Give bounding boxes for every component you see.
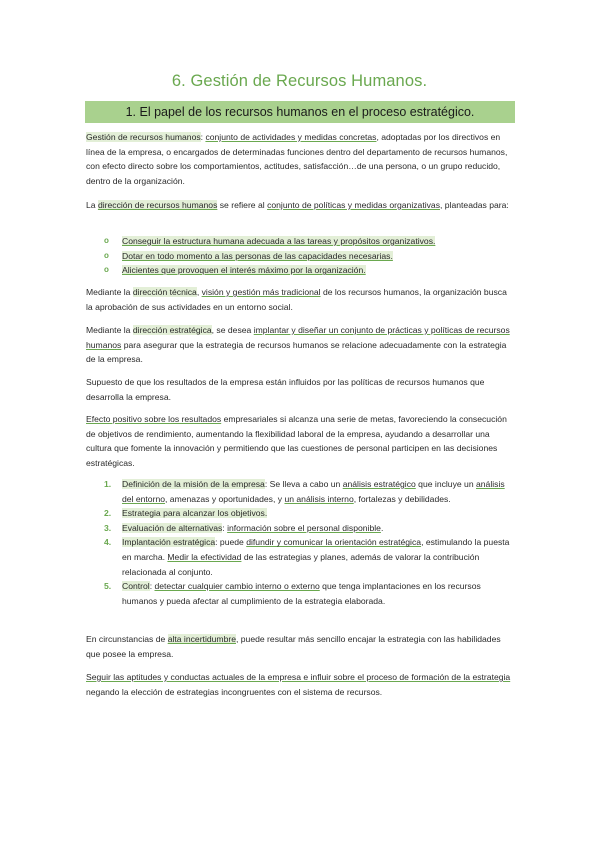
list-item-mision bbox=[104, 477, 516, 506]
text-fragment: que tenga implantaciones en los recursos humanos y pueda afectar al cumplimiento de la estrategia elaborada. bbox=[122, 581, 481, 606]
text-fragment: se refiere al bbox=[217, 200, 268, 210]
term-direccion-estrategica: dirección estratégica bbox=[132, 325, 212, 335]
list-item-text: Conseguir la estructura humana adecuada a las tareas y propósitos organizativos. bbox=[122, 236, 436, 246]
text-fragment: empresariales si alcanza una serie de metas, favoreciendo la consecución de objetivos de rendimiento, aumentando la flexibilidad laboral de la empresa, ayudando a desarrollar una cultura que fomente la innovación y permitiendo que las cuestiones de personal participen en las decisiones estratégicas. bbox=[86, 414, 507, 468]
list-item-text: Alicientes que provoquen el interés máximo por la organización. bbox=[122, 265, 366, 276]
text-fragment: que incluye un bbox=[415, 479, 476, 489]
underlined-phrase: Efecto positivo sobre los resultados bbox=[86, 414, 222, 424]
text-fragment: : Se lleva a cabo un bbox=[264, 479, 343, 489]
underlined-phrase: visión y gestión más tradicional bbox=[201, 287, 321, 297]
term: Definición de la misión de la empresa bbox=[122, 479, 265, 489]
text-fragment: , bbox=[196, 287, 202, 297]
term-alta-incertidumbre: alta incertidumbre bbox=[167, 634, 236, 644]
term-direccion-rrhh: dirección de recursos humanos bbox=[97, 200, 218, 210]
paragraph-direccion-estrategica bbox=[86, 323, 514, 367]
paragraph-seguir-aptitudes bbox=[86, 670, 514, 699]
bullet-icon: o bbox=[104, 250, 109, 260]
bullet-icon: o bbox=[104, 236, 109, 245]
section-heading: 1. El papel de los recursos humanos en el proceso estratégico. bbox=[85, 101, 515, 123]
paragraph-definition bbox=[86, 130, 514, 188]
list-number: 4. bbox=[104, 537, 112, 548]
underlined-phrase: implantar y diseñar un conjunto de prácticas y políticas de recursos humanos bbox=[86, 325, 510, 350]
text-fragment: Mediante la bbox=[86, 287, 133, 297]
underlined-phrase: Medir la efectividad bbox=[167, 551, 242, 562]
list-item-text: Dotar en todo momento a las personas de las capacidades necesarias. bbox=[122, 250, 393, 261]
bullet-list bbox=[104, 234, 514, 278]
paragraph-direccion-rrhh bbox=[86, 198, 514, 213]
list-item bbox=[104, 249, 514, 264]
paragraph-direccion-tecnica bbox=[86, 285, 514, 314]
underlined-phrase: Seguir las aptitudes y conductas actuales de la empresa e influir sobre el proceso de formación de la estrategia bbox=[86, 672, 511, 682]
text-fragment: de las estrategias y planes, además de valorar la contribución relacionada al conjunto. bbox=[122, 551, 480, 577]
underlined-phrase: un análisis interno bbox=[284, 493, 354, 504]
term: Evaluación de alternativas bbox=[122, 522, 223, 533]
list-item-evaluacion bbox=[104, 521, 516, 536]
numbered-list bbox=[104, 477, 516, 608]
paragraph-incertidumbre bbox=[86, 632, 514, 661]
underlined-phrase: información sobre el personal disponible bbox=[227, 522, 381, 533]
text-fragment: : bbox=[222, 522, 228, 533]
text-fragment: de los recursos humanos, la organización busca la aprobación de sus actividades en un entorno social. bbox=[86, 287, 507, 312]
document-title: 6. Gestión de Recursos Humanos. bbox=[171, 72, 428, 90]
text-fragment: : bbox=[149, 581, 155, 592]
text-fragment: La bbox=[86, 200, 98, 210]
list-item-estrategia bbox=[104, 506, 516, 521]
paragraph-supuesto: Supuesto de que los resultados de la empresa están influidos por las políticas de recursos humanos que desarrolla la empresa. bbox=[86, 377, 485, 402]
text-fragment: : puede bbox=[215, 537, 247, 548]
term: Estrategia para alcanzar los objetivos. bbox=[122, 508, 268, 519]
list-number: 5. bbox=[104, 581, 112, 592]
text-fragment: para asegurar que la estrategia de recursos humanos se relacione adecuadamente con la estrategia de la empresa. bbox=[86, 339, 507, 365]
list-number: 3. bbox=[104, 522, 112, 533]
text-fragment: En circunstancias de bbox=[86, 634, 168, 644]
text-fragment: , se desea bbox=[211, 325, 254, 335]
bullet-icon: o bbox=[104, 265, 109, 275]
text-fragment: . bbox=[380, 522, 384, 533]
text-fragment: , fortalezas y debilidades. bbox=[353, 493, 451, 504]
list-item bbox=[104, 263, 514, 278]
underlined-phrase: detectar cualquier cambio interno o externo bbox=[154, 581, 320, 592]
text-fragment: , adoptadas por los directivos en línea de la empresa, o encargados de determinadas funciones dentro del departamento de recursos humanos, con efecto directo sobre los comportamientos, actitudes, satisfacción…de una persona, o un grupo reducido, dentro de la organización. bbox=[86, 132, 508, 186]
list-number: 1. bbox=[104, 479, 112, 489]
text-fragment: , planteadas para: bbox=[440, 200, 509, 210]
underlined-phrase: análisis estratégico bbox=[342, 479, 416, 489]
list-number: 2. bbox=[104, 508, 112, 519]
underlined-phrase: conjunto de actividades y medidas concretas bbox=[205, 132, 377, 142]
underlined-phrase: difundir y comunicar la orientación estratégica bbox=[246, 537, 422, 548]
text-fragment: , estimulando la puesta en marcha. bbox=[122, 537, 510, 562]
term-gestion-rrhh: Gestión de recursos humanos bbox=[86, 132, 201, 142]
term: Control bbox=[122, 581, 150, 592]
underlined-phrase: conjunto de políticas y medidas organizativas bbox=[267, 200, 440, 210]
term: Implantación estratégica bbox=[122, 537, 216, 548]
list-item bbox=[104, 234, 514, 249]
text-fragment: : bbox=[200, 132, 206, 142]
list-item-control bbox=[104, 579, 516, 608]
underlined-phrase: análisis del entorno bbox=[122, 479, 505, 504]
term-direccion-tecnica: dirección técnica bbox=[132, 287, 197, 297]
paragraph-efecto-positivo bbox=[86, 412, 514, 470]
text-fragment: , puede resultar más sencillo encajar la estrategia con las habilidades que posee la empresa. bbox=[86, 634, 501, 659]
list-item-implantacion bbox=[104, 535, 516, 579]
text-fragment: , amenazas y oportunidades, y bbox=[165, 493, 285, 504]
text-fragment: negando la elección de estrategias incongruentes con el sistema de recursos. bbox=[86, 686, 383, 697]
text-fragment: Mediante la bbox=[86, 325, 133, 335]
